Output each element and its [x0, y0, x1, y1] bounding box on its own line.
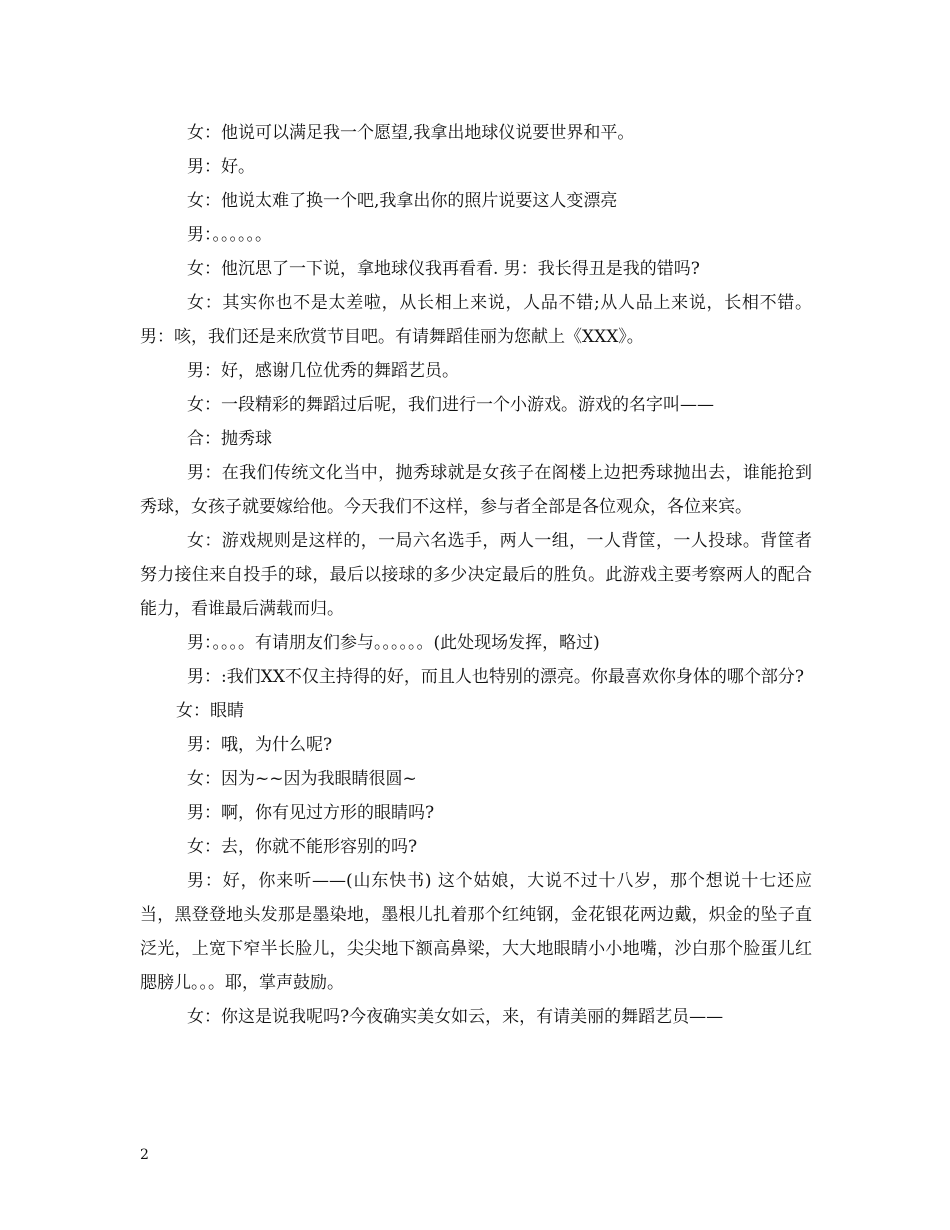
- paragraph-4: 男：。。。。。。: [187, 225, 272, 245]
- paragraph-15: 男：哦，为什么呢?: [187, 735, 333, 755]
- paragraph-10: 男：在我们传统文化当中，抛秀球就是女孩子在阁楼上边把秀球抛出去，谁能抢到秀球，女孩子就要嫁给他。今天我们不这样，参与者全部是各位观众，各位来宾。: [140, 463, 812, 517]
- paragraph-16: 女：因为~~因为我眼睛很圆~: [187, 769, 417, 789]
- paragraph-2: 男：好。: [187, 157, 255, 177]
- paragraph-1: 女：他说可以满足我一个愿望,我拿出地球仪说要世界和平。: [187, 123, 635, 143]
- paragraph-13: 男：:我们XX不仅主持得的好，而且人也特别的漂亮。你最喜欢你身体的哪个部分?: [187, 667, 805, 687]
- paragraph-5: 女：他沉思了一下说，拿地球仪我再看看. 男：我长得丑是我的错吗?: [187, 259, 700, 279]
- page-number: 2: [140, 1147, 149, 1163]
- paragraph-12: 男：。。。。有请朋友们参与。。。。。。(此处现场发挥，略过): [187, 633, 600, 653]
- paragraph-18: 女：去，你就不能形容别的吗?: [187, 837, 418, 857]
- paragraph-3: 女：他说太难了换一个吧,我拿出你的照片说要这人变漂亮: [187, 191, 618, 211]
- paragraph-11: 女：游戏规则是这样的，一局六名选手，两人一组，一人背筐，一人投球。背筐者努力接住来自投手的球，最后以接球的多少决定最后的胜负。此游戏主要考察两人的配合能力，看谁最后满载而归。: [140, 531, 812, 619]
- paragraph-14: 女：眼睛: [176, 701, 244, 721]
- paragraph-17: 男：啊，你有见过方形的眼睛吗?: [187, 803, 435, 823]
- paragraph-19: 男：好，你来听——(山东快书) 这个姑娘，大说不过十八岁，那个想说十七还应当，黑登登地头发那是墨染地，墨根儿扎着那个红纯钢，金花银花两边戴，炽金的坠子直泛光，上宽下窄半长脸儿，尖尖地下额高鼻梁，大大地眼睛小小地嘴，沙白那个脸蛋儿红腮膀儿。。。耶，掌声鼓励。: [140, 871, 812, 993]
- paragraph-8: 女：一段精彩的舞蹈过后呢，我们进行一个小游戏。游戏的名字叫——: [187, 395, 714, 415]
- document-body: [140, 116, 812, 1034]
- paragraph-7: 男：好，感谢几位优秀的舞蹈艺员。: [187, 361, 459, 381]
- paragraph-9: 合：抛秀球: [187, 429, 272, 449]
- paragraph-20: 女：你这是说我呢吗?今夜确实美女如云，来，有请美丽的舞蹈艺员——: [187, 1007, 724, 1027]
- paragraph-6: 女：其实你也不是太差啦，从长相上来说，人品不错;从人品上来说，长相不错。 男：咳，我们还是来欣赏节目吧。有请舞蹈佳丽为您献上《XXX》。: [140, 293, 812, 347]
